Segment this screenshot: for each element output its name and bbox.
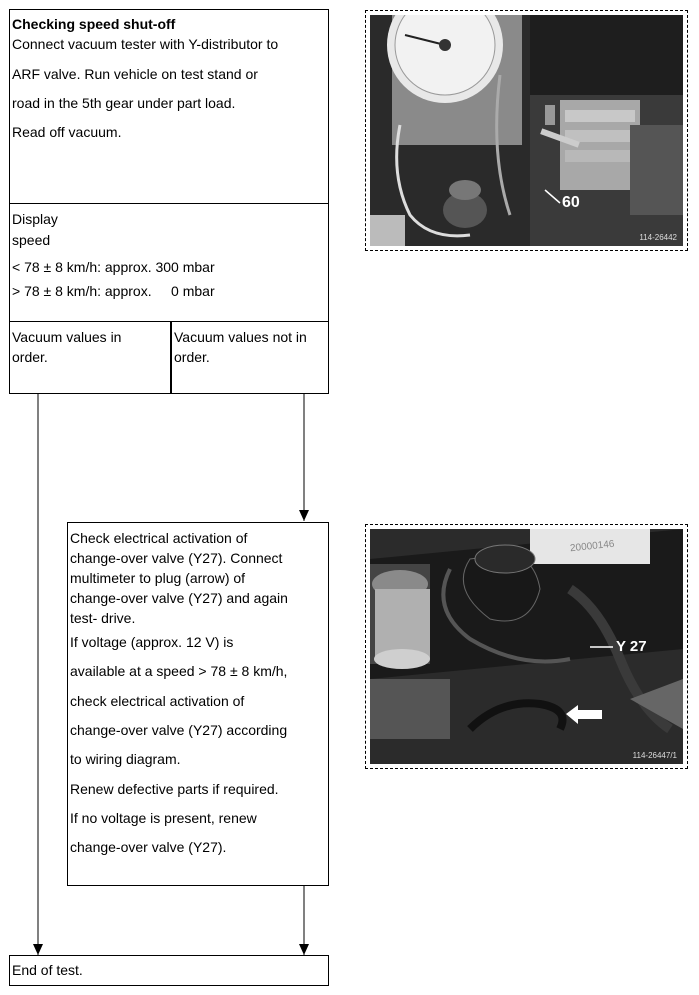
branch-ok-label: order. xyxy=(12,349,48,365)
step1-box xyxy=(9,9,329,204)
photo2-stamp: 20000146 xyxy=(569,538,615,555)
branch-not-ok-label: Vacuum values not in xyxy=(174,329,307,345)
step1-line: Connect vacuum tester with Y-distributor to xyxy=(12,36,279,52)
end-label: End of test. xyxy=(12,962,83,978)
step1-line: ARF valve. Run vehicle on test stand or xyxy=(12,66,258,82)
end-box xyxy=(9,955,329,986)
photo2-callout-y27: Y 27 xyxy=(616,638,647,655)
step1-line: road in the 5th gear under part load. xyxy=(12,95,236,111)
branch-not-ok-label: order. xyxy=(174,349,210,365)
step2-line: check electrical activation of xyxy=(70,693,245,709)
step2-line: multimeter to plug (arrow) of xyxy=(70,570,246,586)
branch-ok-box xyxy=(9,321,171,394)
step2-box xyxy=(67,522,329,886)
step2-line: If voltage (approx. 12 V) is xyxy=(70,634,234,650)
step2-line: If no voltage is present, renew xyxy=(70,810,257,826)
step2-line: available at a speed > 78 ± 8 km/h, xyxy=(70,663,288,679)
display-label-speed: speed xyxy=(12,232,51,248)
photo2-reference-code: 114-26447/1 xyxy=(632,751,677,760)
display-value-high-speed: > 78 ± 8 km/h: approx. 0 mbar xyxy=(12,283,215,299)
photo-change-over-valve-image xyxy=(370,529,683,764)
photo1-callout: 60 xyxy=(562,194,580,211)
display-box xyxy=(9,203,329,322)
step2-line: test- drive. xyxy=(70,610,136,626)
vacuum-tester-illustration xyxy=(370,15,683,246)
step2-line: Check electrical activation of xyxy=(70,530,248,546)
step1-line: Read off vacuum. xyxy=(12,124,122,140)
display-label: Display xyxy=(12,211,58,227)
photo1-reference-code: 114-26442 xyxy=(639,233,677,242)
display-value-low-speed: < 78 ± 8 km/h: approx. 300 mbar xyxy=(12,259,215,275)
step2-line: change-over valve (Y27) according xyxy=(70,722,288,738)
branch-ok-label: Vacuum values in xyxy=(12,329,122,345)
step2-line: Renew defective parts if required. xyxy=(70,781,279,797)
step2-line: change-over valve (Y27). Connect xyxy=(70,550,283,566)
photo-change-over-valve xyxy=(365,524,688,769)
step2-line: change-over valve (Y27) and again xyxy=(70,590,288,606)
photo-vacuum-tester-image xyxy=(370,15,683,246)
step2-line: change-over valve (Y27). xyxy=(70,839,227,855)
branch-not-ok-box xyxy=(171,321,329,394)
step2-line: to wiring diagram. xyxy=(70,751,181,767)
step1-title: Checking speed shut-off xyxy=(12,16,176,32)
photo-vacuum-tester xyxy=(365,10,688,251)
